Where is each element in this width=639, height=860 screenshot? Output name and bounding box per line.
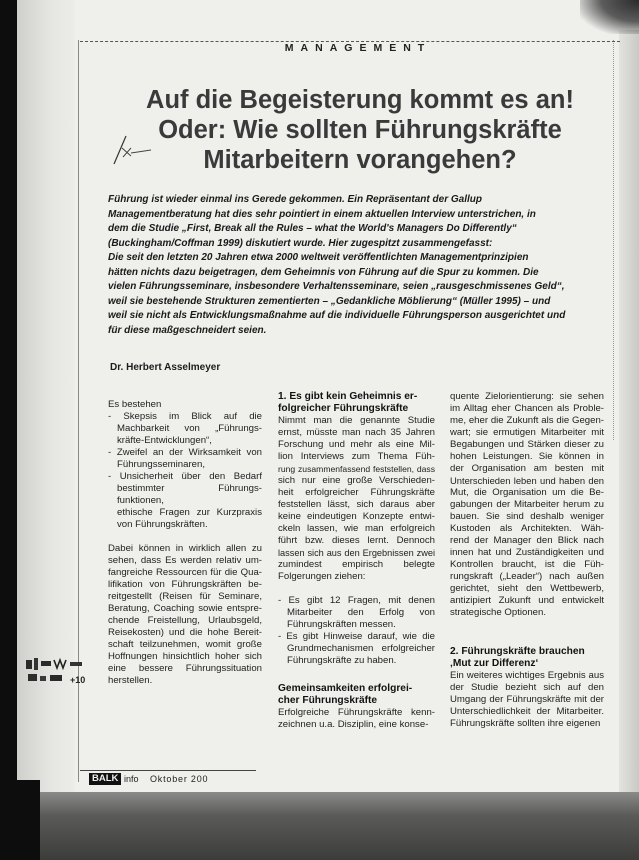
section-heading [450, 646, 604, 670]
bullet-line: Führungskräfte zu haben. [287, 655, 397, 666]
text-line: eine bessere Führungssituation [108, 663, 262, 674]
text-line: schaft teilzunehmen, womit große [108, 639, 262, 650]
text-line: feststellen lässt, sich daraus aber [278, 499, 435, 510]
intro-line: für diese maßgeschneidert seien. [108, 324, 267, 336]
intro-line: (Buckingham/Coffman 1999) diskutiert wurde. Hier zugespitzt zusammengefasst: [108, 237, 493, 249]
text-line: im Alltag eher Chancen als Proble- [450, 403, 604, 414]
scan-corner-bottom-left [0, 780, 40, 860]
bullet-item [108, 411, 262, 447]
author-name: Dr. Herbert Asselmeyer [110, 362, 221, 373]
text-line: herstellen. [108, 675, 153, 686]
text-line: antizipiert Zukunft und entwickelt [450, 595, 604, 606]
footer-date: Oktober 200 [150, 774, 209, 784]
text-line: reitgestellt (Reisen für Seminare, [108, 591, 262, 602]
text-line: Es bestehen [108, 399, 162, 410]
footer-brand: BALK [89, 773, 121, 785]
margin-stamp [22, 654, 98, 690]
text-line: der Studie bezieht sich auf den [450, 682, 604, 693]
text-line: bauen. Sie sind deshalb weniger [450, 511, 604, 522]
text-line: gerichtet, sieht den Wettbewerb, [450, 583, 604, 594]
handwritten-mark [104, 134, 156, 174]
intro-line: Managementberatung hat dies sehr pointiert in einem aktuellen Interview unterstrichen, in [108, 208, 536, 220]
text-line: rend der Manager den Blick nach [450, 535, 604, 546]
intro-line: Die seit den letzten 20 Jahren etwa 2000 weltweit veröffentlichten Managementprinzipien [108, 252, 529, 263]
text-line: Unterschiedlichkeit der Mitarbeiter. [450, 706, 604, 717]
text-line: Begabungen und Stärken dieser zu [450, 439, 604, 450]
paragraph [108, 543, 262, 687]
bullet-list [278, 595, 435, 667]
title-line: Auf die Begeisterung kommt es an! [146, 86, 574, 114]
paragraph [278, 707, 435, 731]
text-line: sich nur eine große Verschieden- [278, 475, 435, 486]
text-line: quente Zielorientierung: sie sehen [450, 391, 604, 402]
bullet-list [108, 411, 262, 531]
text-line: innen hat und Zuständigkeiten und [450, 547, 604, 558]
intro-line: Führung ist wieder einmal ins Gerede gekommen. Ein Repräsentant der Gallup [108, 194, 482, 205]
bullet-line: von Führungskräften. [117, 519, 208, 530]
intro-line: weil sie bestehende Strukturen zementierten – „Gedankliche Möblierung“ (Müller 1995) – und [108, 295, 551, 307]
section-heading [278, 391, 435, 415]
text-column [278, 391, 435, 731]
text-line: fangreiche Ressourcen für die Qua- [108, 567, 262, 578]
text-line: heit erfolgreicher Führungskräfte [278, 487, 435, 498]
text-line: ckeln lassen, wie man erfolgreich [278, 523, 435, 534]
scan-edge-left [0, 0, 17, 800]
bullet-line: - Es gibt Hinweise darauf, wie die [278, 631, 435, 642]
bullet-item [278, 595, 435, 631]
text-line: hohen Leistungen. Sie können in [450, 451, 604, 462]
text-line: führt bzw. dieses lernt. Dennoch [278, 535, 435, 546]
paragraph [278, 415, 435, 583]
text-line: Kontrollen braucht, ist die Füh- [450, 559, 604, 570]
scan-edge-right [619, 30, 639, 792]
text-line: strategische Optionen. [450, 607, 546, 618]
text-line: der Organisation am besten mit [450, 463, 604, 474]
margin-stamp-text: +10 [70, 675, 86, 685]
text-line: Ein weiteres wichtiges Ergebnis aus [450, 670, 604, 681]
bullet-item [108, 447, 262, 471]
scan-corner-shadow [580, 0, 639, 34]
scan-edge-bottom [0, 792, 639, 860]
bullet-line: funktionen, [117, 495, 164, 506]
intro-line: hätten nichts dazu beigetragen, dem Geheimnis von Führung auf die Spur zu kommen. Die [108, 266, 539, 278]
title-line: Mitarbeitern vorangehen? [203, 146, 517, 174]
bullet-line: bestimmter Führungs- [117, 483, 262, 494]
intro-line: vielen Führungsseminare, insbesondere Verhaltensseminare, seien „rausgeschmissenes Geld“, [108, 281, 565, 292]
text-line: Umgang der Führungskräfte mit der [450, 694, 604, 705]
section-heading [278, 683, 435, 707]
bullet-item [278, 631, 435, 667]
text-line: Führungskräfte sollten ihre eigenen [450, 718, 601, 729]
text-line: Forschung und mehr als eine Mil- [278, 439, 435, 450]
text-line: Mut, die Organisation um die Be- [450, 487, 604, 498]
text-line: sehen, dass Es werden relativ um- [108, 555, 262, 566]
text-line: Reisekosten) und die hohe Bereit- [108, 627, 262, 638]
paragraph [450, 670, 604, 730]
text-line: Kustoden als Architekten. Wäh- [450, 523, 604, 534]
text-column [108, 399, 262, 687]
text-line: zeichnen u.a. Disziplin, eine konse- [278, 719, 429, 730]
intro-line: dem die Studie „First, Break all the Rules – what the World's Managers Do Differently“ [108, 223, 517, 234]
section-label: MANAGEMENT [284, 42, 432, 54]
title-line: Oder: Wie sollten Führungskräfte [158, 116, 562, 144]
text-line: lassen sich aus den Ergebnissen zwei [278, 548, 435, 558]
intro-paragraph [108, 193, 600, 338]
bullet-line: - Es gibt 12 Fragen, mit denen [278, 595, 435, 606]
text-line: Folgerungen ziehen: [278, 571, 366, 582]
text-line: Hoffnungen hinsichtlich hoher sich [108, 651, 262, 662]
bullet-line: Machbarkeit von „Führungs- [117, 423, 262, 434]
text-line: wart; sie ermutigen Mitarbeiter mit [450, 427, 604, 438]
text-line: rung zusammenfassend feststellen, dass [278, 464, 435, 474]
text-line: chende Freistellung, Urlaubsgeld, [108, 615, 262, 626]
bullet-line: Führungskräften messen. [287, 619, 396, 630]
bullet-line: Führungsseminaren, [117, 459, 205, 470]
heading-line: Gemeinsamkeiten erfolgrei- [278, 683, 413, 694]
heading-line: cher Führungskräfte [278, 695, 378, 706]
heading-line: 1. Es gibt kein Geheimnis er- [278, 391, 418, 402]
text-line: keine eindeutigen Konzepte entwi- [278, 511, 435, 522]
text-line: Beratung, Coaching sowie entspre- [108, 603, 262, 614]
bullet-item [108, 471, 262, 531]
intro-line: weil sie nicht als Entwicklungsmaßnahme auf die individuelle Führungsperson ausgerichtet und [108, 310, 566, 321]
heading-line: folgreicher Führungskräfte [278, 403, 409, 414]
heading-line: 2. Führungskräfte brauchen [450, 646, 585, 657]
text-line: me, eher die Zukunft als die Gegen- [450, 415, 604, 426]
text-line: lion Interviews zum Thema Füh- [278, 451, 435, 462]
paragraph [450, 391, 604, 619]
text-line: Nimmt man die genannte Studie [278, 415, 435, 426]
text-line: lifikation von Führungskräften be- [108, 579, 262, 590]
footer-brand-suffix: info [124, 774, 139, 784]
bullet-line: kräfte-Entwicklungen“, [117, 435, 212, 446]
bullet-line: Grundmechanismen erfolgreicher [287, 643, 435, 654]
heading-line: ‚Mut zur Differenz‘ [450, 658, 539, 669]
text-line: Unterschieden leben und haben den [450, 475, 604, 486]
footer-rule [80, 770, 256, 771]
text-line: Erfolgreiche Führungskräfte kenn- [278, 707, 435, 718]
bullet-line: ethische Fragen zur Kurzpraxis [117, 507, 262, 518]
text-line: gabungen der Mitarbeiter herum zu [450, 499, 604, 510]
bullet-line: - Unsicherheit über den Bedarf [108, 471, 262, 482]
text-line: Dabei können in wirklich allen zu [108, 543, 262, 554]
bullet-line: - Zweifel an der Wirksamkeit von [108, 447, 262, 458]
article-title [100, 85, 620, 175]
text-line: rungskraft („Leader“) nach außen [450, 571, 604, 582]
text-line: zumindest empirisch belegte [278, 559, 435, 570]
text-column [450, 391, 604, 730]
bullet-line: Mitarbeiter den Erfolg von [287, 607, 435, 618]
bullet-line: - Skepsis im Blick auf die [108, 411, 262, 422]
text-line: ernst, müsste man nach 35 Jahren [278, 427, 435, 438]
paragraph [108, 399, 262, 411]
